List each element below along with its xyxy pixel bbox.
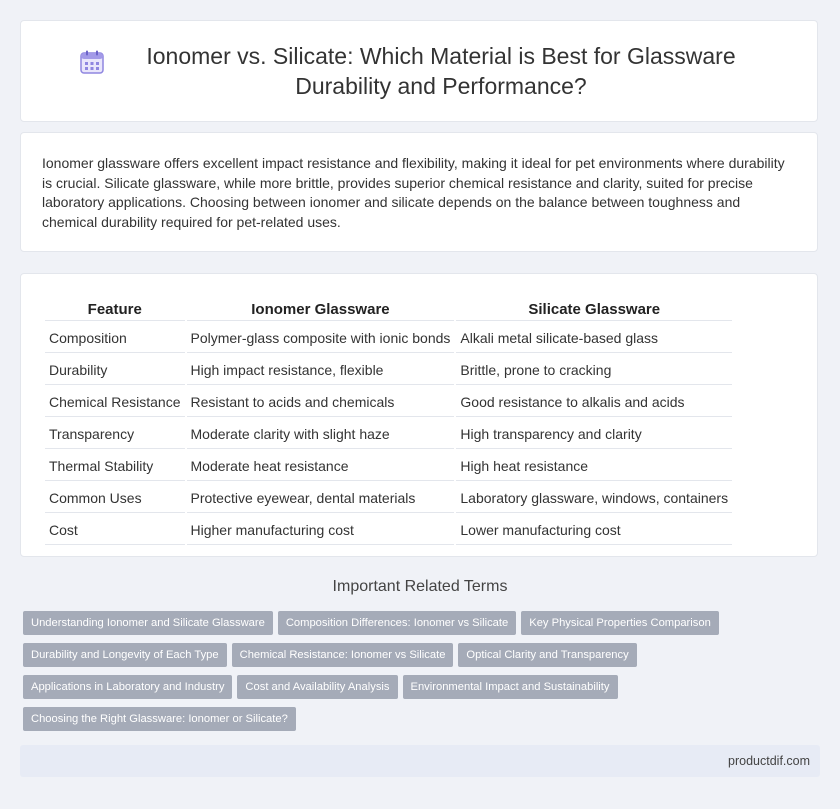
cell-ionomer: Higher manufacturing cost xyxy=(187,515,455,545)
cell-silicate: Alkali metal silicate-based glass xyxy=(456,323,732,353)
calendar-icon xyxy=(79,49,105,75)
title-card xyxy=(20,20,818,122)
related-tag[interactable]: Choosing the Right Glassware: Ionomer or Silicate? xyxy=(23,707,296,731)
cell-ionomer: Resistant to acids and chemicals xyxy=(187,387,455,417)
footer xyxy=(20,745,820,777)
cell-ionomer: Polymer-glass composite with ionic bonds xyxy=(187,323,455,353)
cell-feature: Composition xyxy=(45,323,185,353)
related-terms-title: Important Related Terms xyxy=(332,578,508,595)
table-row xyxy=(45,323,732,353)
related-tag[interactable]: Key Physical Properties Comparison xyxy=(521,611,719,635)
related-tag[interactable]: Durability and Longevity of Each Type xyxy=(23,643,227,667)
comparison-table xyxy=(43,296,734,547)
header-silicate: Silicate Glassware xyxy=(456,298,732,321)
cell-ionomer: Protective eyewear, dental materials xyxy=(187,483,455,513)
cell-feature: Chemical Resistance xyxy=(45,387,185,417)
table-row xyxy=(45,515,732,545)
related-tag[interactable]: Cost and Availability Analysis xyxy=(237,675,397,699)
cell-feature: Durability xyxy=(45,355,185,385)
related-tag[interactable]: Applications in Laboratory and Industry xyxy=(23,675,232,699)
table-row xyxy=(45,483,732,513)
table-row xyxy=(45,387,732,417)
table-row xyxy=(45,355,732,385)
intro-paragraph: Ionomer glassware offers excellent impact resistance and flexibility, making it ideal for pet environments where durability is crucial. Silicate glassware, while more brittle, provides superior chemical resistance and clarity, suited for precise laboratory applications. Choosing between ionomer and silicate depends on the balance between toughness and chemical durability required for pet-related uses. xyxy=(42,155,785,230)
related-tag[interactable]: Composition Differences: Ionomer vs Silicate xyxy=(278,611,516,635)
cell-silicate: High transparency and clarity xyxy=(456,419,732,449)
cell-ionomer: High impact resistance, flexible xyxy=(187,355,455,385)
related-tags xyxy=(23,611,813,739)
cell-ionomer: Moderate heat resistance xyxy=(187,451,455,481)
cell-silicate: Lower manufacturing cost xyxy=(456,515,732,545)
related-tag[interactable]: Understanding Ionomer and Silicate Glassware xyxy=(23,611,273,635)
cell-silicate: Laboratory glassware, windows, containers xyxy=(456,483,732,513)
cell-feature: Cost xyxy=(45,515,185,545)
related-tag[interactable]: Chemical Resistance: Ionomer vs Silicate xyxy=(232,643,454,667)
comparison-card xyxy=(20,273,818,557)
table-header-row xyxy=(45,298,732,321)
header-feature: Feature xyxy=(45,298,185,321)
cell-silicate: Brittle, prone to cracking xyxy=(456,355,732,385)
page-title: Ionomer vs. Silicate: Which Material is Best for Glassware Durability and Performance? xyxy=(146,43,736,99)
footer-site-link[interactable]: productdif.com xyxy=(728,754,810,768)
cell-feature: Common Uses xyxy=(45,483,185,513)
related-tag[interactable]: Environmental Impact and Sustainability xyxy=(403,675,618,699)
cell-silicate: Good resistance to alkalis and acids xyxy=(456,387,732,417)
cell-feature: Transparency xyxy=(45,419,185,449)
related-tag[interactable]: Optical Clarity and Transparency xyxy=(458,643,636,667)
header-ionomer: Ionomer Glassware xyxy=(187,298,455,321)
intro-card xyxy=(20,132,818,252)
cell-silicate: High heat resistance xyxy=(456,451,732,481)
cell-feature: Thermal Stability xyxy=(45,451,185,481)
cell-ionomer: Moderate clarity with slight haze xyxy=(187,419,455,449)
table-row xyxy=(45,419,732,449)
table-row xyxy=(45,451,732,481)
